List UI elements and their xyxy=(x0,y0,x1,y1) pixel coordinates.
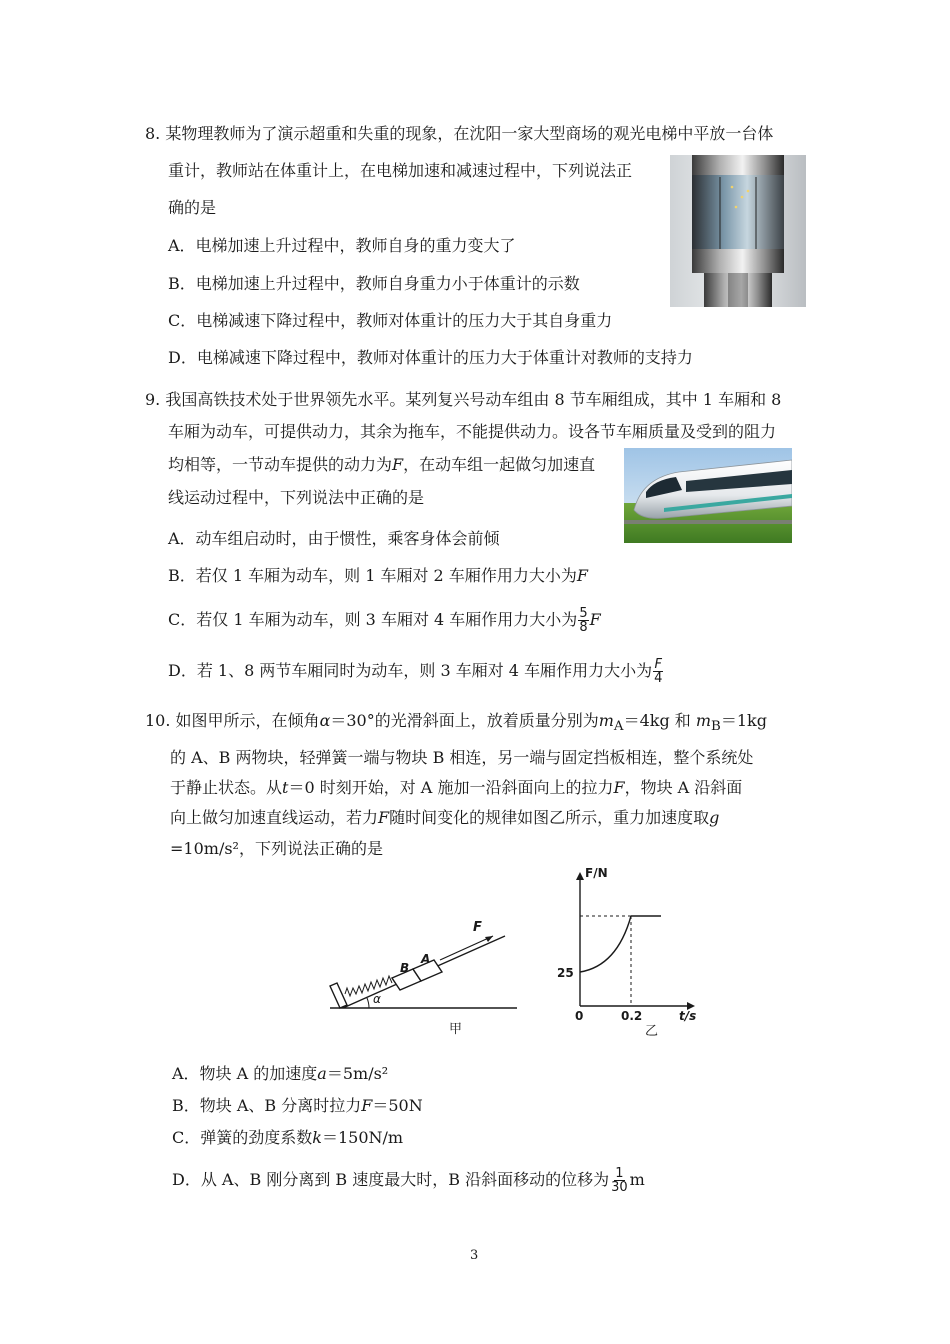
q10-stem-5: =10m/s²，下列说法正确的是 xyxy=(170,839,383,858)
block-label-b: B xyxy=(400,961,410,975)
y-tick-25: 25 xyxy=(557,966,574,980)
q9-option-c: C．若仅 1 车厢为动车，则 3 车厢对 4 车厢作用力大小为 $\frac{5}{8}$ F xyxy=(168,606,601,635)
q8-option-b: B．电梯加速上升过程中，教师自身重力小于体重计的示数 xyxy=(168,274,580,293)
q10-option-c: C．弹簧的劲度系数k＝150N/m xyxy=(172,1128,404,1147)
figure-yi xyxy=(555,866,715,1038)
q8-line-1 xyxy=(145,124,773,144)
q9-stem-2: 车厢为动车，可提供动力，其余为拖车，不能提供动力。设各节车厢质量及受到的阻力 xyxy=(168,422,777,441)
figure-yi-caption: 乙 xyxy=(645,1024,659,1039)
force-label-f: F xyxy=(473,920,482,935)
q8-number: 8. xyxy=(145,124,161,143)
q9-option-a: A．动车组启动时，由于惯性，乘客身体会前倾 xyxy=(168,529,500,548)
block-label-a: A xyxy=(421,952,431,966)
page-number: 3 xyxy=(470,1248,479,1263)
q10-line-1: 10. 如图甲所示，在倾角α＝30°的光滑斜面上，放着质量分别为$m_A=4kg$ 和 $m_B=1kg$ xyxy=(145,711,767,735)
q10-stem-2: 的 A、B 两物块，轻弹簧一端与物块 B 相连，另一端与固定挡板相连，整个系统处 xyxy=(170,748,754,767)
origin-label: 0 xyxy=(575,1009,584,1023)
fraction-f-4: $\frac{F}{4}$ xyxy=(654,657,663,686)
q8-option-c: C．电梯减速下降过程中，教师对体重计的压力大于其自身重力 xyxy=(168,311,613,330)
elevator-photo xyxy=(670,155,806,307)
fraction-5-8: $\frac{5}{8}$ xyxy=(579,606,588,635)
figure-jia-caption: 甲 xyxy=(449,1022,463,1037)
q8-option-d: D．电梯减速下降过程中，教师对体重计的压力大于体重计对教师的支持力 xyxy=(168,348,693,367)
y-axis-label: F/N xyxy=(585,866,608,880)
q8-option-a: A．电梯加速上升过程中，教师自身的重力变大了 xyxy=(168,236,516,255)
q10-option-d: D．从 A、B 刚分离到 B 速度最大时，B 沿斜面移动的位移为 $\frac{1}{30}$ m xyxy=(172,1166,645,1195)
q9-line-1 xyxy=(145,390,781,410)
q9-number: 9. xyxy=(145,390,161,409)
q9-stem-3: 均相等，一节动车提供的动力为F，在动车组一起做匀加速直 xyxy=(168,455,596,474)
q10-option-a: A．物块 A 的加速度a＝5m/s² xyxy=(172,1064,389,1083)
x-axis-label: t/s xyxy=(679,1009,697,1023)
incline-diagram xyxy=(325,918,525,1036)
q10-stem-4: 向上做匀加速直线运动，若力F随时间变化的规律如图乙所示，重力加速度取g xyxy=(170,808,720,827)
angle-label-alpha: α xyxy=(373,992,381,1006)
fraction-1-30: $\frac{1}{30}$ xyxy=(611,1166,628,1195)
q10-stem-3: 于静止状态。从t＝0 时刻开始，对 A 施加一沿斜面向上的拉力F，物块 A 沿斜面 xyxy=(170,778,743,797)
q9-option-d: D．若 1、8 两节车厢同时为动车，则 3 车厢对 4 车厢作用力大小为 $\frac{F}{4}$ xyxy=(168,657,663,686)
train-photo xyxy=(624,448,792,543)
q8-stem-1: 某物理教师为了演示超重和失重的现象，在沈阳一家大型商场的观光电梯中平放一台体 xyxy=(165,124,774,143)
q9-stem-1: 我国高铁技术处于世界领先水平。某列复兴号动车组由 8 节车厢组成，其中 1 车厢和 8 xyxy=(165,390,782,409)
q8-stem-2: 重计，教师站在体重计上，在电梯加速和减速过程中，下列说法正 xyxy=(168,161,633,180)
q9-stem-4: 线运动过程中，下列说法中正确的是 xyxy=(168,488,425,507)
q10-number: 10. xyxy=(145,711,171,730)
q9-option-b: B．若仅 1 车厢为动车，则 1 车厢对 2 车厢作用力大小为F xyxy=(168,566,588,585)
q10-option-b: B．物块 A、B 分离时拉力F＝50N xyxy=(172,1096,423,1115)
x-tick-0-2: 0.2 xyxy=(621,1009,643,1023)
q8-stem-3: 确的是 xyxy=(168,198,217,217)
figure-jia xyxy=(325,918,525,1036)
